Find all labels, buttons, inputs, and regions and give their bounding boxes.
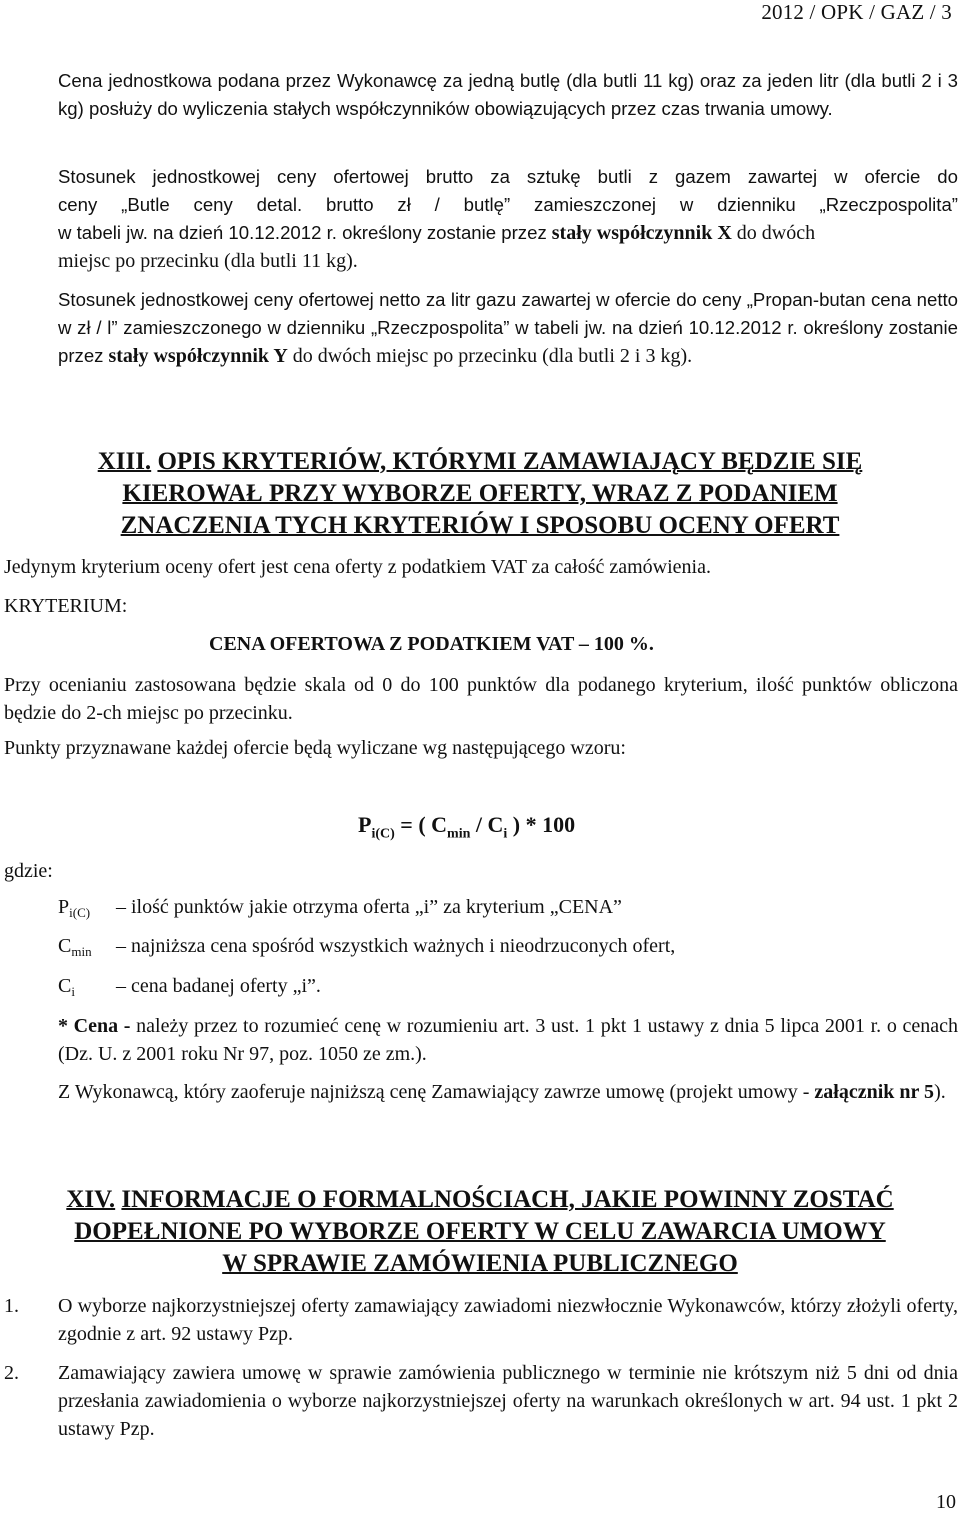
formula-divide: / C: [475, 812, 504, 837]
list-item-1-text: O wyborze najkorzystniejszej oferty zamawiający zawiadomi niezwłocznie Wykonawców, którzy złożyli oferty, zgodnie z art. 92 ustawy Pzp.: [58, 1295, 958, 1345]
scoring-formula: [358, 812, 575, 842]
coefficient-x-line-4: miejsc po przecinku (dla butli 11 kg).: [58, 250, 358, 272]
definition-symbol-cmin: $C_{min}$: [58, 935, 92, 959]
section-14-title-line-3: W SPRAWIE ZAMÓWIENIA PUBLICZNEGO: [222, 1250, 738, 1277]
section-14-title-1: INFORMACJE O FORMALNOŚCIACH, JAKIE POWINNY ZOSTAĆ: [121, 1186, 894, 1213]
price-note-label: * Cena -: [58, 1015, 131, 1037]
contract-text: Z Wykonawcą, który zaoferuje najniższą cenę Zamawiający zawrze umowę (projekt umowy -: [58, 1081, 810, 1103]
section-14-title-line-1: [0, 1184, 960, 1216]
coefficient-x-line-1: Stosunek jednostkowej ceny ofertowej brutto za sztukę butli z gazem zawartej w ofercie do: [58, 166, 958, 187]
list-item-2-text: Zamawiający zawiera umowę w sprawie zamówienia publicznego w terminie nie krótszym niż 5 dni od dnia przesłania zawiadomienia o wyborze najkorzystniejszej oferty na warunkach określonych w art. 94 ust. 1 pkt 2 ustawy Pzp.: [58, 1362, 958, 1440]
document-reference: 2012 / OPK / GAZ / 3: [761, 0, 952, 24]
formula-p-subscript: i(C): [371, 826, 395, 842]
section-14-number: XIV.: [66, 1186, 116, 1213]
price-criterion-weight: CENA OFERTOWA Z PODATKIEM VAT – 100 %.: [209, 633, 654, 655]
coefficient-y-text: Stosunek jednostkowej ceny ofertowej netto za litr gazu zawartej w ofercie do ceny „Propan-butan cena netto w zł / l” zamieszczonego w dzienniku „Rzeczpospolita” w tabeli jw. na dzień 10.12.2012 r. określony zostanie przez: [58, 289, 958, 366]
criterion-label: KRYTERIUM:: [4, 595, 128, 617]
formula-cmin-subscript: min: [447, 826, 471, 842]
price-note-text: należy przez to rozumieć cenę w rozumieniu art. 3 ust. 1 pkt 1 ustawy z dnia 5 lipca 2001 r. o cenach (Dz. U. z 2001 roku Nr 97, poz. 1050 ze zm.).: [58, 1015, 959, 1065]
coefficient-x-line-3-start: w tabeli jw.: [58, 222, 148, 243]
formula-open: = ( C: [400, 812, 448, 837]
section-13-title-line-1: [0, 446, 960, 478]
section-13-heading: [0, 446, 960, 542]
coefficient-x-line-3-middle: na dzień 10.12.2012 r. określony zostanie przez: [152, 222, 547, 243]
contract-paragraph: [58, 1078, 958, 1106]
formula-ci-subscript: i: [503, 826, 508, 842]
coefficient-y-paragraph: [58, 286, 958, 370]
coefficient-x-line-3-end: do dwóch: [736, 222, 816, 244]
definition-symbol-p: $P_{i(C)}$: [58, 896, 91, 920]
definition-symbol-ci: $C_i$: [58, 975, 75, 999]
formula-p: P: [358, 812, 372, 837]
formula-intro: Punkty przyznawane każdej ofercie będą wyliczane wg następującego wzoru:: [4, 737, 626, 759]
section-13-title-line-3: ZNACZENIA TYCH KRYTERIÓW I SPOSOBU OCENY OFERT: [120, 512, 840, 539]
definition-text-p: – ilość punktów jakie otrzyma oferta „i” za kryterium „CENA”: [116, 896, 622, 918]
page-number: 10: [936, 1491, 956, 1513]
section-13-number: XIII.: [97, 448, 152, 475]
coefficient-y-bold: stały współczynnik Y: [108, 345, 288, 367]
sole-criterion-text: Jedynym kryterium oceny ofert jest cena oferty z podatkiem VAT za całość zamówienia.: [4, 556, 711, 578]
coefficient-x-line-3: [58, 219, 815, 247]
contract-end: ).: [934, 1081, 946, 1103]
coefficient-x-bold: stały współczynnik X: [551, 222, 732, 244]
list-item-2-number: 2.: [4, 1362, 19, 1384]
section-14-heading: [0, 1184, 960, 1280]
list-item-1-number: 1.: [4, 1295, 19, 1317]
scoring-scale-paragraph: Przy ocenianiu zastosowana będzie skala od 0 do 100 punktów dla podanego kryterium, ilość punktów obliczona będzie do 2-ch miejsc po przecinku.: [4, 674, 958, 724]
section-13-title-1: OPIS KRYTERIÓW, KTÓRYMI ZAMAWIAJĄCY BĘDZIE SIĘ: [157, 448, 863, 475]
section-13-title-line-2: KIEROWAŁ PRZY WYBORZE OFERTY, WRAZ Z PODANIEM: [122, 480, 838, 507]
contract-attachment: załącznik nr 5: [814, 1081, 935, 1103]
coefficient-x-line-2: ceny „Butle ceny detal. brutto zł / butlę” zamieszczonej w dzienniku „Rzeczpospolita”: [58, 194, 958, 215]
section-14-title-line-2: DOPEŁNIONE PO WYBORZE OFERTY W CELU ZAWARCIA UMOWY: [74, 1218, 886, 1245]
coefficient-y-end: do dwóch miejsc po przecinku (dla butli 2 i 3 kg).: [292, 345, 693, 367]
definition-text-cmin: – najniższa cena spośród wszystkich ważnych i nieodrzuconych ofert,: [116, 935, 676, 957]
where-label: gdzie:: [4, 860, 53, 882]
unit-price-paragraph: Cena jednostkowa podana przez Wykonawcę za jedną butlę (dla butli 11 kg) oraz za jeden litr (dla butli 2 i 3 kg) posłuży do wyliczenia stałych współczynników obowiązujących przez czas trwania umowy.: [58, 70, 958, 119]
price-definition-note: [58, 1012, 958, 1068]
formula-close: ) * 100: [512, 812, 576, 837]
definition-text-ci: – cena badanej oferty „i”.: [116, 975, 321, 997]
